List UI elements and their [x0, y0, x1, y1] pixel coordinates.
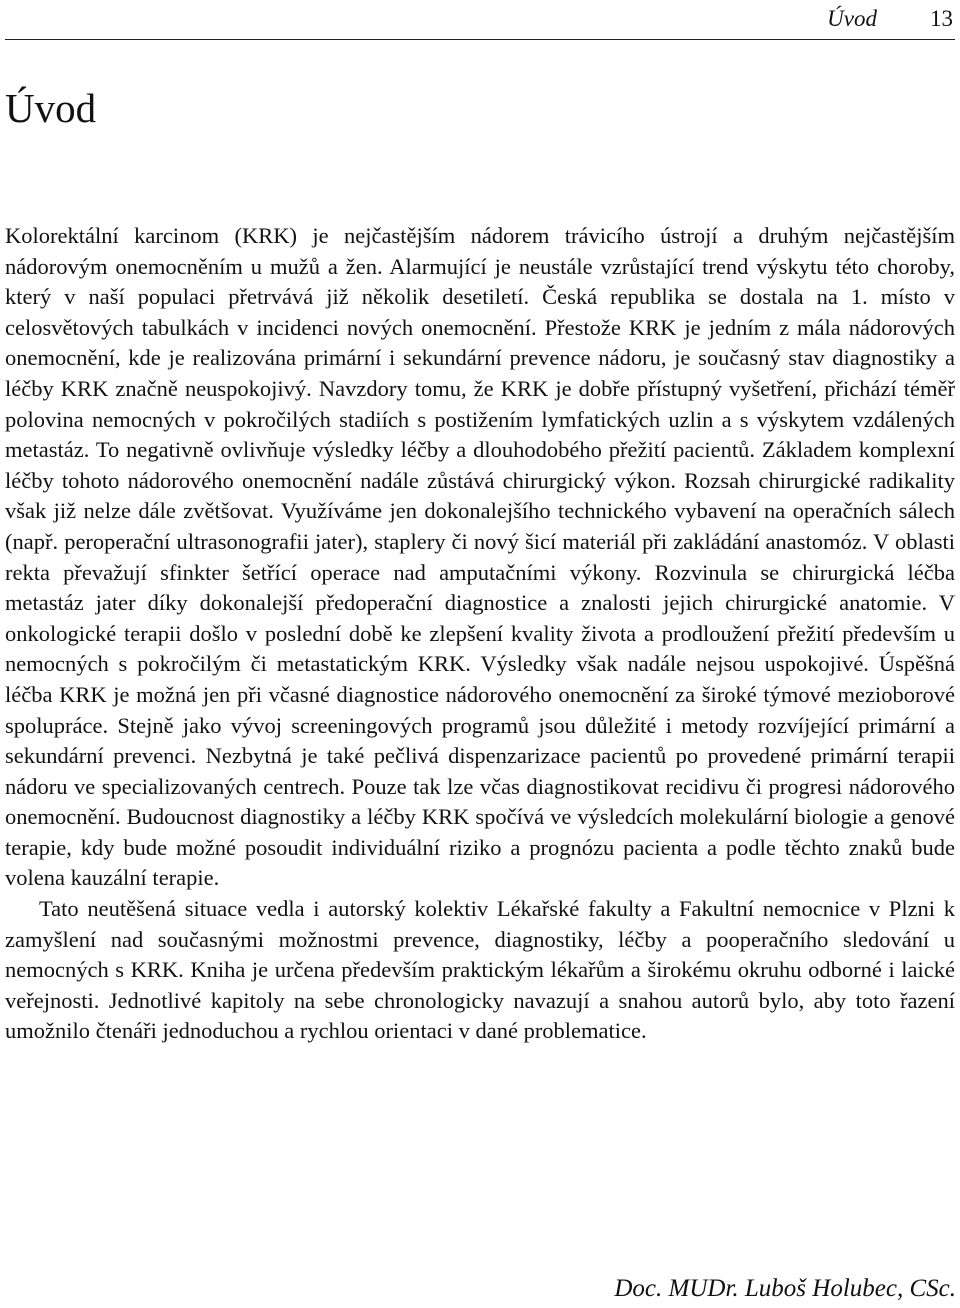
page-number: 13 — [930, 6, 953, 31]
paragraph-1: Kolorektální karcinom (KRK) je nejčastějším nádorem trávicího ústrojí a druhým nejčastějším nádorovým onemocněním u mužů a žen. Alarmující je neustále vzrůstající trend výskytu této choroby, který v naší populaci přetrvává již několik desetiletí. Česká republika se dostala na 1. místo v celosvětových tabulkách v incidenci nových onemocnění. Přestože KRK je jedním z mála nádorových onemocnění, kde je realizována primární i sekundární prevence nádoru, je současný stav diagnostiky a léčby KRK značně neuspokojivý. Navzdory tomu, že KRK je dobře přístupný vyšetření, přichází téměř polovina nemocných v pokročilých stadiích s postižením lymfatických uzlin a s výskytem vzdálených metastáz. To negativně ovlivňuje výsledky léčby a dlouhodobého přežití pacientů. Základem komplexní léčby tohoto nádorového onemocnění nadále zůstává chirurgický výkon. Rozsah chirurgické radikality však již nelze dále zvětšovat. Využíváme jen dokonalejšího technického vybavení na operačních sálech (např. peroperační ultrasonografii jater), staplery či nový šicí materiál při zakládání anastomóz. V oblasti rekta převažují sfinkter šetřící operace nad amputačními výkony. Rozvinula se chirurgická léčba metastáz jater díky dokonalejší předoperační diagnostice a znalosti jejich chirurgické anatomie. V onkologické terapii došlo v poslední době ke zlepšení kvality života a prodloužení přežití především u nemocných s pokročilým či metastatickým KRK. Výsledky však nadále nejsou uspokojivé. Úspěšná léčba KRK je možná jen při včasné diagnostice nádorového onemocnění za široké týmové mezioborové spolupráce. Stejně jako vývoj screeningových programů jsou důležité i metody rozvíjející primární a sekundární prevenci. Nezbytná je také pečlivá dispenzarizace pacientů po provedené primární terapii nádoru ve specializovaných centrech. Pouze tak lze včas diagnostikovat recidivu či progresi nádorového onemocnění. Budoucnost diagnostiky a léčby KRK spočívá ve výsledcích molekulární biologie a genové terapie, kdy bude možné posoudit individuální riziko a prognózu pacienta a podle těchto znaků bude volena kauzální terapie. — [5, 223, 955, 891]
header-section-title: Úvod — [827, 6, 877, 31]
running-header — [5, 0, 955, 40]
chapter-body — [5, 221, 955, 1047]
chapter-title: Úvod — [5, 85, 97, 131]
author-signature: Doc. MUDr. Luboš Holubec, CSc. — [614, 1275, 956, 1302]
paragraph-2: Tato neutěšená situace vedla i autorský kolektiv Lékařské fakulty a Fakultní nemocnice v Plzni k zamyšlení nad současnými možnostmi prevence, diagnostiky, léčby a pooperačního sledování u nemocných s KRK. Kniha je určena především praktickým lékařům a širokému okruhu odborné i laické veřejnosti. Jednotlivé kapitoly na sebe chronologicky navazují a snahou autorů bylo, aby toto řazení umožnilo čtenáři jednoduchou a rychlou orientaci v dané problematice. — [5, 896, 955, 1044]
